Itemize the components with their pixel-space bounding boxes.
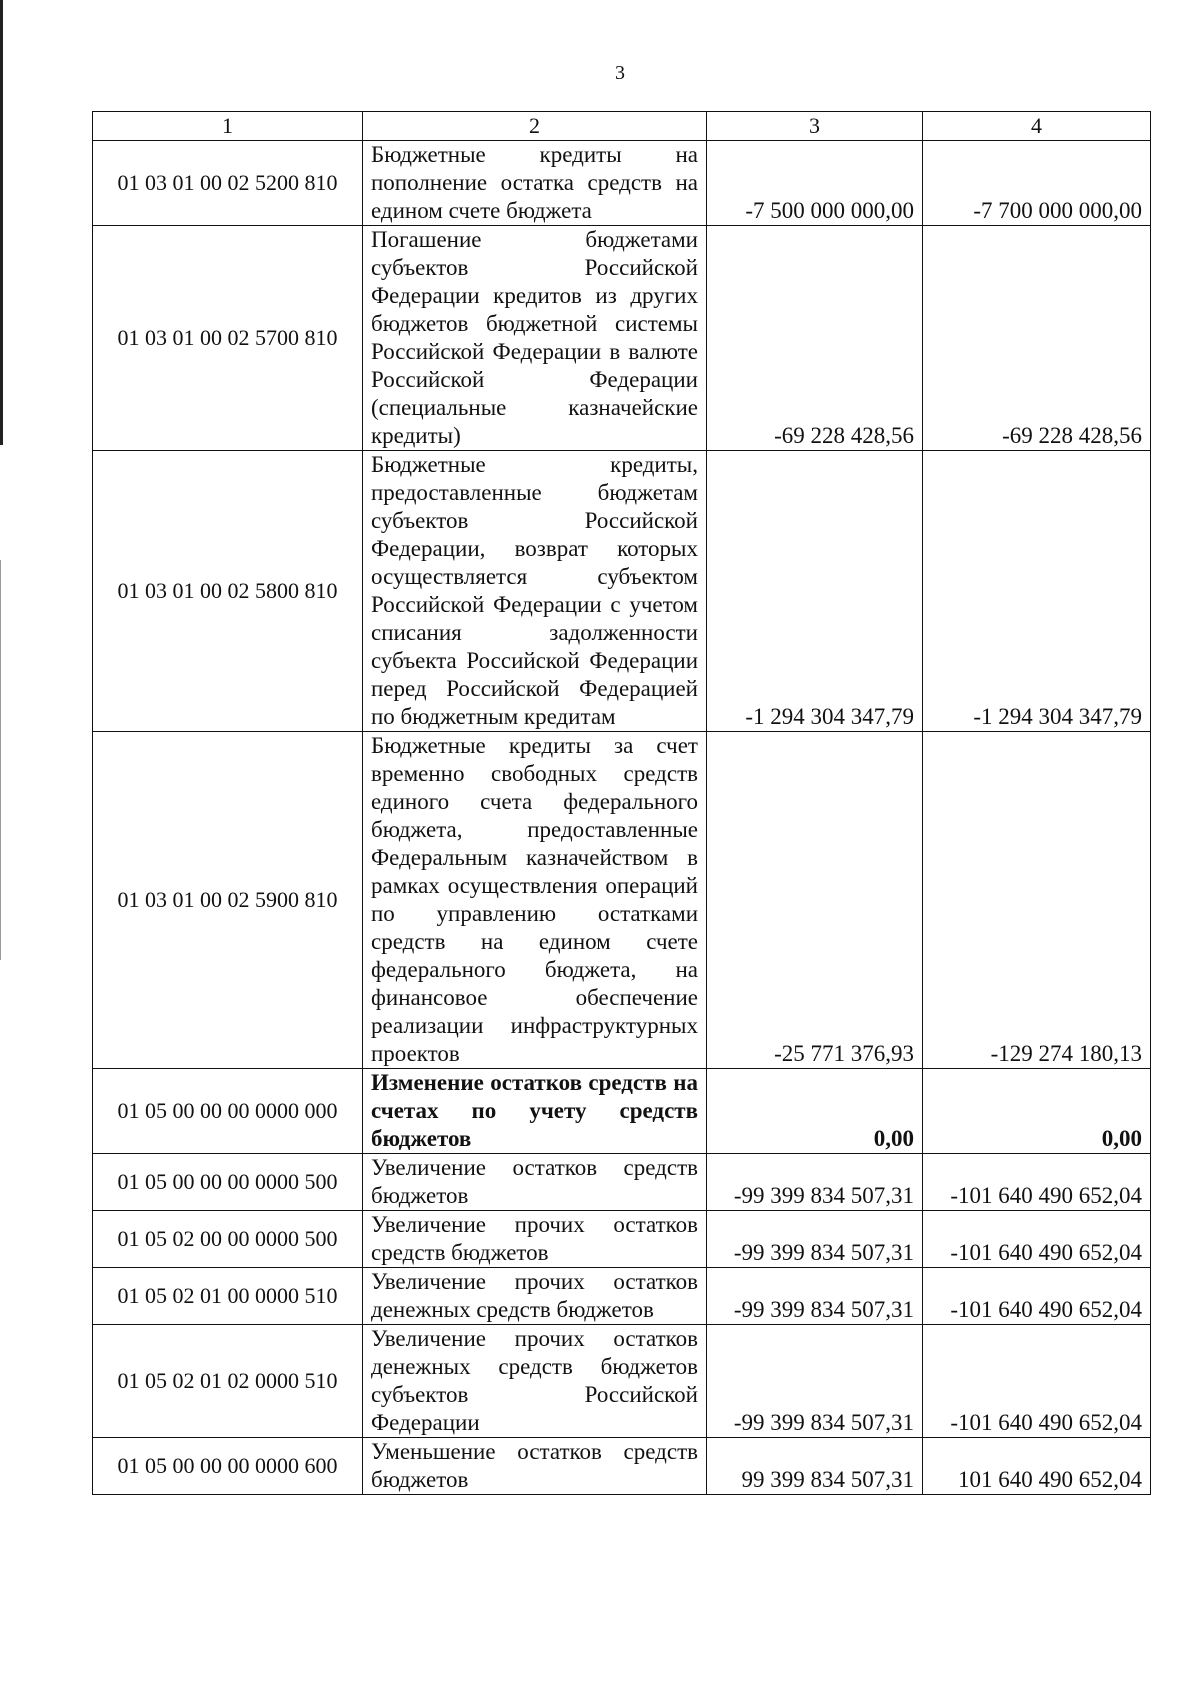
row-value-col4: -101 640 490 652,04 — [923, 1325, 1151, 1438]
row-description: Увеличение прочих остатков средств бюджетов — [363, 1211, 707, 1268]
row-description: Изменение остатков средств на счетах по учету средств бюджетов — [363, 1069, 707, 1154]
header-cell-1: 1 — [93, 112, 363, 141]
header-cell-3: 3 — [707, 112, 923, 141]
row-value-col3: -99 399 834 507,31 — [707, 1154, 923, 1211]
table-header-row — [93, 112, 1151, 141]
row-value-col3: -99 399 834 507,31 — [707, 1211, 923, 1268]
row-code: 01 03 01 00 02 5800 810 — [93, 451, 363, 732]
row-value-col3: 0,00 — [707, 1069, 923, 1154]
scan-edge-mark-middle — [0, 560, 1, 960]
row-value-col4: -129 274 180,13 — [923, 732, 1151, 1069]
page-number: 3 — [615, 62, 625, 84]
row-value-col3: -99 399 834 507,31 — [707, 1325, 923, 1438]
row-value-col4: -69 228 428,56 — [923, 226, 1151, 451]
table-row — [93, 226, 1151, 451]
row-value-col4: -101 640 490 652,04 — [923, 1211, 1151, 1268]
row-code: 01 05 00 00 00 0000 000 — [93, 1069, 363, 1154]
header-cell-4: 4 — [923, 112, 1151, 141]
table-row — [93, 1325, 1151, 1438]
row-description: Уменьшение остатков средств бюджетов — [363, 1438, 707, 1495]
row-value-col3: -1 294 304 347,79 — [707, 451, 923, 732]
budget-sources-table — [92, 111, 1151, 1495]
header-cell-2: 2 — [363, 112, 707, 141]
row-code: 01 05 02 01 00 0000 510 — [93, 1268, 363, 1325]
row-code: 01 05 02 00 00 0000 500 — [93, 1211, 363, 1268]
row-description: Увеличение прочих остатков денежных средств бюджетов — [363, 1268, 707, 1325]
row-code: 01 03 01 00 02 5900 810 — [93, 732, 363, 1069]
table-row — [93, 1268, 1151, 1325]
row-description: Погашение бюджетами субъектов Российской Федерации кредитов из других бюджетов бюджетной системы Российской Федерации в валюте Российской Федерации (специальные казначейские кредиты) — [363, 226, 707, 451]
row-value-col4: -101 640 490 652,04 — [923, 1154, 1151, 1211]
row-code: 01 03 01 00 02 5700 810 — [93, 226, 363, 451]
row-value-col4: -7 700 000 000,00 — [923, 141, 1151, 226]
row-description: Бюджетные кредиты за счет временно свободных средств единого счета федерального бюджета, предоставленные Федеральным казначейством в рамках осуществления операций по управлению остатками средств на едином счете федерального бюджета, на финансовое обеспечение реализации инфраструктурных проектов — [363, 732, 707, 1069]
table-row-subtotal — [93, 1069, 1151, 1154]
row-code: 01 03 01 00 02 5200 810 — [93, 141, 363, 226]
table-row — [93, 141, 1151, 226]
table-row — [93, 1154, 1151, 1211]
row-value-col3: 99 399 834 507,31 — [707, 1438, 923, 1495]
table-row — [93, 451, 1151, 732]
row-value-col4: 0,00 — [923, 1069, 1151, 1154]
table-row — [93, 732, 1151, 1069]
row-value-col4: -1 294 304 347,79 — [923, 451, 1151, 732]
row-value-col3: -99 399 834 507,31 — [707, 1268, 923, 1325]
row-description: Увеличение прочих остатков денежных средств бюджетов субъектов Российской Федерации — [363, 1325, 707, 1438]
table-row — [93, 1438, 1151, 1495]
row-value-col3: -69 228 428,56 — [707, 226, 923, 451]
row-value-col4: -101 640 490 652,04 — [923, 1268, 1151, 1325]
row-value-col4: 101 640 490 652,04 — [923, 1438, 1151, 1495]
row-value-col3: -7 500 000 000,00 — [707, 141, 923, 226]
row-description: Увеличение остатков средств бюджетов — [363, 1154, 707, 1211]
row-description: Бюджетные кредиты, предоставленные бюджетам субъектов Российской Федерации, возврат которых осуществляется субъектом Российской Федерации с учетом списания задолженности субъекта Российской Федерации перед Российской Федерацией по бюджетным кредитам — [363, 451, 707, 732]
row-description: Бюджетные кредиты на пополнение остатка средств на едином счете бюджета — [363, 141, 707, 226]
row-code: 01 05 00 00 00 0000 500 — [93, 1154, 363, 1211]
row-code: 01 05 00 00 00 0000 600 — [93, 1438, 363, 1495]
table-row — [93, 1211, 1151, 1268]
row-value-col3: -25 771 376,93 — [707, 732, 923, 1069]
row-code: 01 05 02 01 02 0000 510 — [93, 1325, 363, 1438]
